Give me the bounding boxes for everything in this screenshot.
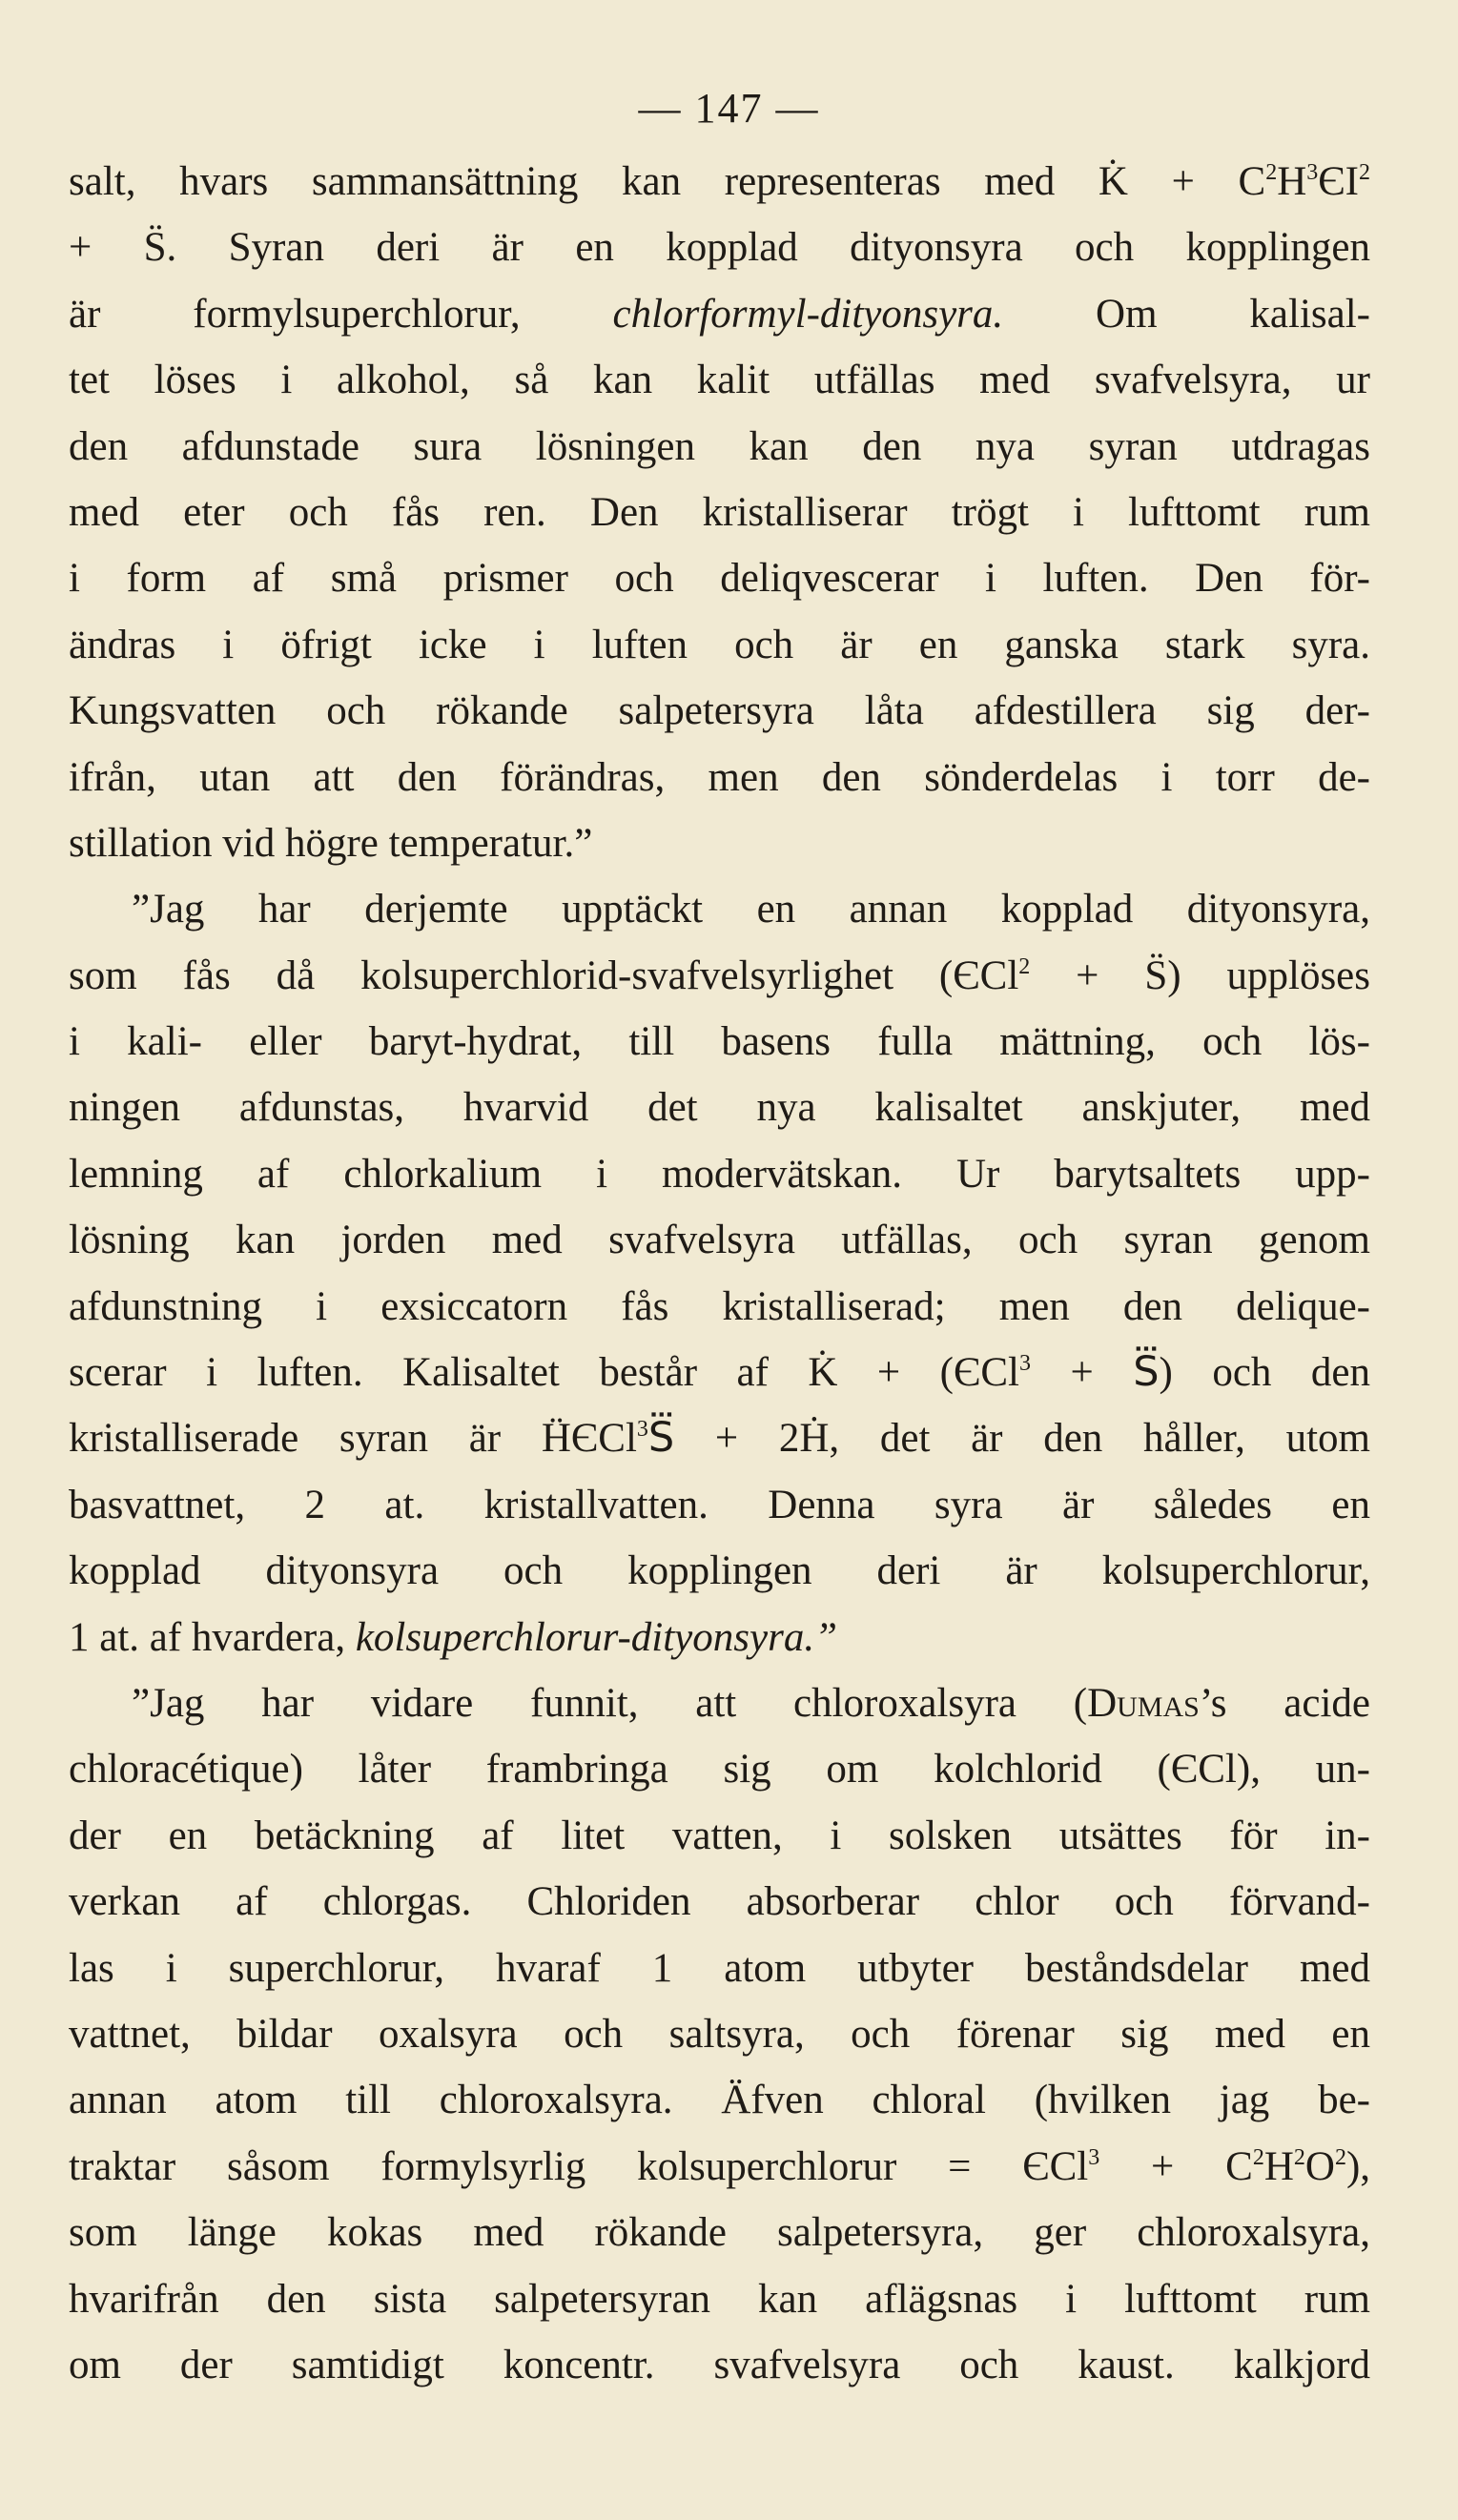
text-line bbox=[69, 480, 1370, 545]
text-line bbox=[69, 1936, 1370, 2001]
text-run: las i superchlorur, hvaraf 1 atom utbyter beståndsdelar med bbox=[69, 1945, 1370, 1991]
text-line bbox=[69, 2001, 1370, 2067]
text-line bbox=[69, 1803, 1370, 1869]
text-line bbox=[69, 545, 1370, 611]
text-run: chloracétique) låter frambringa sig om kolchlorid (ЄCl), un- bbox=[69, 1747, 1370, 1793]
text-line bbox=[69, 1207, 1370, 1273]
text-line bbox=[69, 2067, 1370, 2133]
text-run: ändras i öfrigt icke i luften och är en ganska stark syra. bbox=[69, 622, 1370, 667]
text-run: hvarifrån den sista salpetersyran kan aflägsnas i lufttomt rum bbox=[69, 2276, 1370, 2322]
text-run: Om kalisal- bbox=[1003, 291, 1370, 337]
text-run: + C bbox=[1099, 2143, 1253, 2189]
text-run: traktar såsom formylsyrlig kolsuperchlorur = ЄCl bbox=[69, 2143, 1089, 2189]
text-run: der en betäckning af litet vatten, i solsken utsättes för in- bbox=[69, 1813, 1370, 1858]
text-run: S⃛ + 2Ḣ, det är den håller, utom bbox=[647, 1416, 1370, 1462]
text-run: + S̈. Syran deri är en kopplad dityonsyra och kopplingen bbox=[69, 225, 1370, 271]
text-line bbox=[69, 347, 1370, 413]
text-run: verkan af chlorgas. Chloriden absorberar chlor och förvand- bbox=[69, 1879, 1370, 1925]
text-run: Kungsvatten och rökande salpetersyra låta afdestillera sig der- bbox=[69, 688, 1370, 734]
text-run: lösning kan jorden med svafvelsyra utfällas, och syran genom bbox=[69, 1218, 1370, 1263]
text-line bbox=[69, 1009, 1370, 1075]
text-run: H bbox=[1277, 159, 1307, 204]
superscript: 3 bbox=[1019, 1351, 1031, 1377]
text-line bbox=[69, 612, 1370, 678]
text-run: annan atom till chloroxalsyra. Äfven chloral (hvilken jag be- bbox=[69, 2078, 1370, 2123]
text-run: ’s acide bbox=[1199, 1680, 1370, 1726]
text-line bbox=[69, 215, 1370, 280]
text-run: lemning af chlorkalium i modervätskan. Ur barytsaltets upp- bbox=[69, 1151, 1370, 1197]
text-line bbox=[69, 943, 1370, 1009]
text-run: kopplad dityonsyra och kopplingen deri är kolsuperchlorur, bbox=[69, 1548, 1370, 1594]
text-line bbox=[69, 2332, 1370, 2398]
text-line bbox=[69, 1736, 1370, 1802]
text-run: som länge kokas med rökande salpetersyra, ger chloroxalsyra, bbox=[69, 2210, 1370, 2256]
text-run: salt, hvars sammansättning kan representeras med K̇ + C bbox=[69, 159, 1266, 204]
text-line bbox=[69, 1340, 1370, 1405]
text-run: afdunstning i exsiccatorn fås kristalliserad; men den delique- bbox=[69, 1283, 1370, 1329]
superscript: 2 bbox=[1252, 2144, 1264, 2170]
text-line bbox=[69, 1869, 1370, 1935]
superscript: 2 bbox=[1293, 2144, 1305, 2170]
text-line bbox=[69, 2200, 1370, 2265]
text-line bbox=[69, 1605, 1370, 1670]
text-run: scerar i luften. Kalisaltet består af K̇ + (ЄCl bbox=[69, 1350, 1019, 1396]
superscript: 2 bbox=[1265, 160, 1278, 185]
text-line bbox=[69, 1274, 1370, 1340]
superscript: 2 bbox=[1334, 2144, 1346, 2170]
text-run: ЄI bbox=[1318, 159, 1359, 204]
text-line bbox=[69, 1538, 1370, 1604]
text-run: i kali- eller baryt-hydrat, till basens fulla mättning, och lös- bbox=[69, 1019, 1370, 1065]
text-run: vattnet, bildar oxalsyra och saltsyra, och förenar sig med en bbox=[69, 2011, 1370, 2057]
text-run: ”Jag har vidare funnit, att chloroxalsyra (D bbox=[132, 1680, 1118, 1726]
text-line bbox=[69, 810, 1370, 876]
text-line bbox=[69, 281, 1370, 347]
body-text bbox=[69, 149, 1370, 2398]
text-run: den afdunstade sura lösningen kan den nya syran utdragas bbox=[69, 423, 1370, 469]
text-line bbox=[69, 414, 1370, 480]
text-run: tet löses i alkohol, så kan kalit utfällas med svafvelsyra, ur bbox=[69, 358, 1370, 403]
text-line bbox=[69, 1075, 1370, 1140]
superscript: 3 bbox=[636, 1417, 648, 1443]
text-line bbox=[69, 149, 1370, 215]
superscript: 2 bbox=[1359, 160, 1370, 185]
text-line bbox=[69, 2134, 1370, 2200]
text-run: + S̈) upplöses bbox=[1030, 953, 1371, 998]
text-line bbox=[69, 876, 1370, 942]
text-run: H bbox=[1263, 2143, 1294, 2189]
superscript: 3 bbox=[1306, 160, 1319, 185]
italic-term: kolsuperchlorur-dityonsyra.” bbox=[355, 1614, 837, 1660]
text-line bbox=[69, 1405, 1370, 1471]
text-run: stillation vid högre temperatur.” bbox=[69, 820, 593, 866]
text-run: ), bbox=[1345, 2143, 1371, 2189]
text-run: med eter och fås ren. Den kristalliserar trögt i lufttomt rum bbox=[69, 489, 1370, 535]
text-line bbox=[69, 1141, 1370, 1207]
text-line bbox=[69, 745, 1370, 810]
text-run: ningen afdunstas, hvarvid det nya kalisaltet anskjuter, med bbox=[69, 1085, 1370, 1131]
italic-term: chlorformyl-dityonsyra. bbox=[612, 291, 1004, 337]
text-line bbox=[69, 2266, 1370, 2332]
text-run: basvattnet, 2 at. kristallvatten. Denna syra är således en bbox=[69, 1482, 1370, 1527]
text-run: umas bbox=[1117, 1680, 1200, 1726]
superscript: 3 bbox=[1088, 2144, 1100, 2170]
text-run: som fås då kolsuperchlorid-svafvelsyrlighet (ЄCl bbox=[69, 953, 1019, 998]
text-run: om der samtidigt koncentr. svafvelsyra och kaust. kalkjord bbox=[69, 2342, 1370, 2387]
superscript: 2 bbox=[1018, 953, 1031, 979]
text-run: 1 at. af hvardera, bbox=[69, 1614, 356, 1660]
text-run: i form af små prismer och deliqvescerar i luften. Den för- bbox=[69, 556, 1370, 602]
text-line bbox=[69, 678, 1370, 744]
text-line bbox=[69, 1670, 1370, 1736]
page-number-header: — 147 — bbox=[638, 85, 820, 132]
text-run: är formylsuperchlorur, bbox=[69, 291, 613, 337]
text-run: + S⃛) och den bbox=[1031, 1350, 1370, 1396]
text-run: kristalliserade syran är ḦЄCl bbox=[69, 1416, 637, 1462]
text-run: ”Jag har derjemte upptäckt en annan kopplad dityonsyra, bbox=[132, 887, 1370, 932]
text-run: ifrån, utan att den förändras, men den sönderdelas i torr de- bbox=[69, 754, 1370, 800]
text-line bbox=[69, 1472, 1370, 1538]
text-run: O bbox=[1304, 2143, 1335, 2189]
